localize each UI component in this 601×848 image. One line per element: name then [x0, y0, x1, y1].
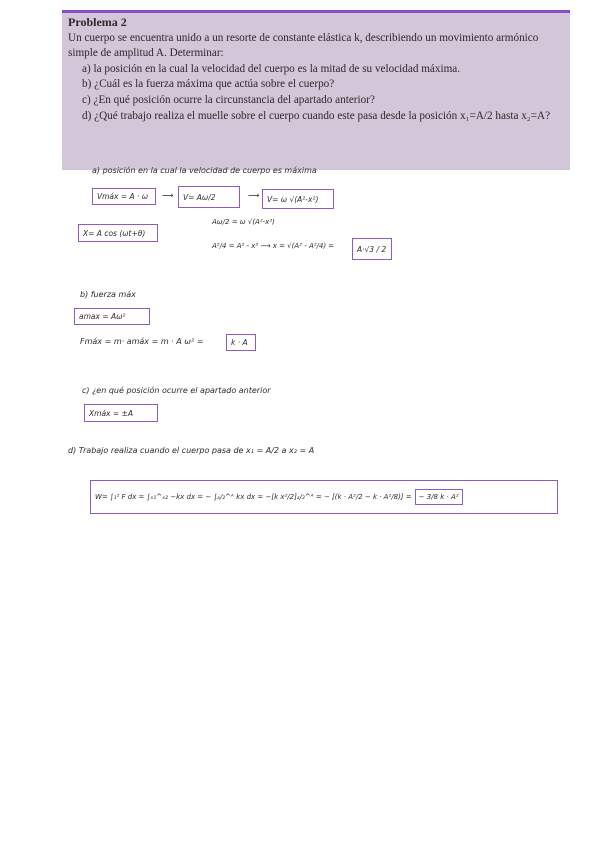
- problem-item-b: b) ¿Cuál es la fuerza máxima que actúa sobre el cuerpo?: [82, 78, 335, 91]
- note-a-vmax-box: Vmáx = A · ω: [92, 188, 156, 205]
- note-a-arrow-2: ⟶: [248, 191, 260, 200]
- problem-item-a: a) la posición en la cual la velocidad del cuerpo es la mitad de su velocidad máxima.: [82, 62, 461, 75]
- note-a-line-2: A²/4 = A² - x² ⟶ x = √(A² - A²/4) =: [212, 242, 335, 250]
- note-d-work-box: [90, 480, 558, 514]
- note-b-amax-box: amax = Aω²: [74, 308, 150, 325]
- problem-item-d: d) ¿Qué trabajo realiza el muelle sobre el cuerpo cuando este pasa desde la posición x₁=A/2 hasta x₂=A?: [82, 109, 551, 122]
- problem-title: Problema 2: [68, 15, 127, 29]
- note-c-heading: c) ¿en qué posición ocurre el apartado anterior: [82, 386, 271, 395]
- note-a-arrow-1: ⟶: [162, 191, 174, 200]
- problem-intro: Un cuerpo se encuentra unido a un resorte de constante elástica k, describiendo un movimiento armónico simple de amplitud A. Determinar:: [68, 31, 539, 60]
- note-d-result: − 3/8 k · A²: [415, 489, 463, 505]
- note-b-result-box: k · A: [226, 334, 256, 351]
- note-a-heading: a) posición en la cual la velocidad de cuerpo es máxima: [92, 166, 317, 175]
- note-d-heading: d) Trabajo realiza cuando el cuerpo pasa de x₁ = A/2 a x₂ = A: [68, 446, 315, 455]
- note-a-v-half-box: V= Aω/2: [178, 186, 240, 208]
- note-a-result-box: A·√3 / 2: [352, 238, 392, 260]
- note-b-fmax: Fmáx = m· amáx = m · A ω² =: [80, 337, 204, 346]
- note-a-line-1: Aω/2 = ω √(A²-x²): [212, 218, 275, 226]
- note-a-x-formula-box: X= A cos (ωt+θ): [78, 224, 158, 242]
- problem-statement: [62, 10, 570, 170]
- note-d-integral: W= ∫₁² F dx = ∫ₓ₁^ₓ₂ −kx dx = − ∫ₐ/₂^ᴬ kx dx = −[k x²/2]ₐ/₂^ᴬ = − [(k · A²/2 − k · A²/8)] =: [95, 493, 412, 501]
- note-a-v-formula-box: V= ω √(A²-x²): [262, 189, 334, 209]
- problem-item-c: c) ¿En qué posición ocurre la circunstancia del apartado anterior?: [82, 93, 375, 106]
- note-b-heading: b) fuerza máx: [80, 290, 136, 299]
- note-c-result-box: Xmáx = ±A: [84, 404, 158, 422]
